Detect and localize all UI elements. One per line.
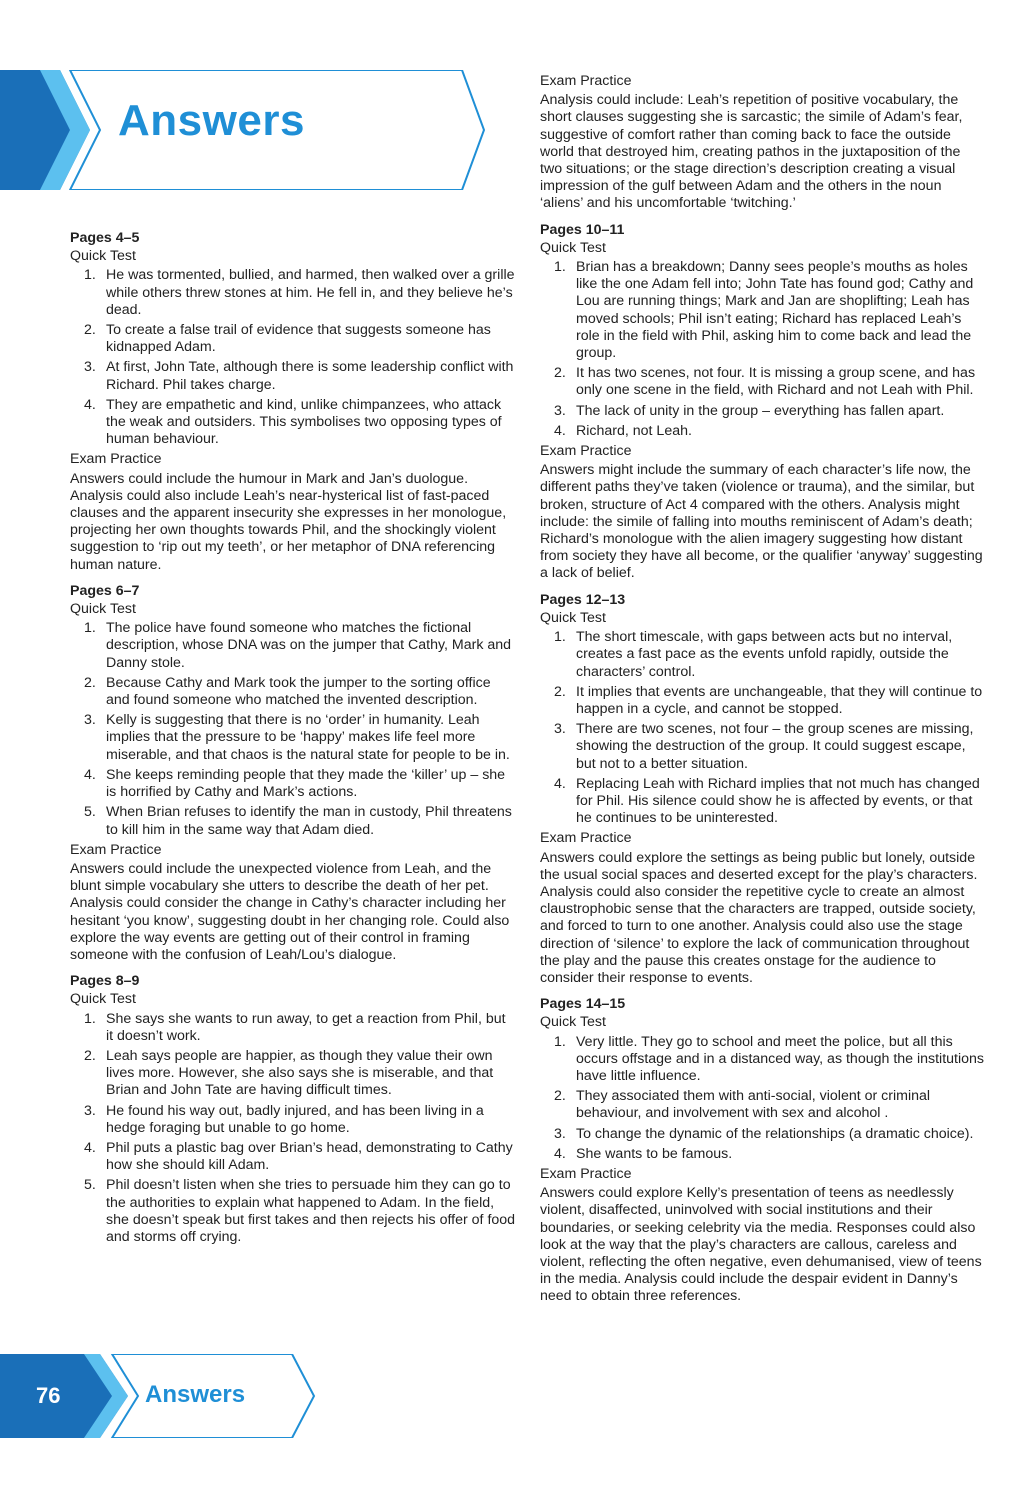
quick-test-item [540, 403, 986, 420]
quick-test-item [540, 1088, 986, 1122]
item-number: 2. [554, 1088, 566, 1105]
exam-practice-text: Answers could explore the settings as being public but lonely, outside the usual social spaces and deserted except for the play’s characters. Analysis could also consider the repetitive cycle to create an almost claustrophobic sense that the characters are trapped, outside society, and forced to turn to one another. Analysis could also use the stage direction of ‘silence’ to explore the lack of communication throughout the play and the pause this creates onstage for the audience to consider their response to events. [540, 849, 978, 986]
item-number: 2. [554, 683, 566, 700]
item-text: Richard, not Leah. [576, 422, 692, 439]
quick-test-item [70, 620, 516, 672]
item-number: 1. [84, 1010, 96, 1027]
quick-test-item [540, 776, 986, 828]
section-heading: Pages 10–11 [540, 221, 625, 238]
quick-test-item [540, 684, 986, 718]
item-number: 1. [554, 629, 566, 646]
quick-test-item [70, 267, 516, 319]
quick-test-label: Quick Test [540, 239, 606, 256]
item-text: To change the dynamic of the relationships (a dramatic choice). [576, 1125, 974, 1142]
item-text: When Brian refuses to identify the man in custody, Phil threatens to kill him in the same way that Adam died. [106, 804, 512, 838]
item-number: 1. [554, 259, 566, 276]
quick-test-item [70, 359, 516, 393]
quick-test-item [70, 767, 516, 801]
exam-practice-text: Answers might include the summary of each character’s life now, the different paths they’ve taken (violence or trauma), and the similar, but broken, structure of Act 4 compared with the others. Analysis might include: the simile of falling into mouths reminiscent of Adam’s death; Richard’s monologue with the alien imagery suggesting how distant from society they have all become, or the qualifier ‘anyway’ suggesting a lack of belief. [540, 462, 983, 582]
quick-test-label: Quick Test [540, 609, 606, 626]
exam-practice-text: Answers could include the humour in Mark and Jan’s duologue. Analysis could also include Leah’s near-hysterical list of fast-paced clauses and the apparent insecurity she expresses in her monologue, projecting her own thoughts towards Phil, and the shockingly violent suggestion to ‘rip out my teeth’, or her metaphor of DNA referencing human nature. [70, 470, 507, 573]
answer-section [70, 973, 516, 1246]
exam-practice-label: Exam Practice [70, 451, 162, 468]
quick-test-item [540, 629, 986, 681]
item-number: 3. [84, 359, 96, 376]
item-text: They are empathetic and kind, unlike chimpanzees, who attack the weak and outsiders. This symbolises two opposing types of human behaviour. [106, 396, 502, 448]
item-text: She says she wants to run away, to get a reaction from Phil, but it doesn’t work. [106, 1010, 506, 1044]
item-text: To create a false trail of evidence that suggests someone has kidnapped Adam. [106, 322, 491, 356]
answer-section [70, 583, 516, 964]
page-title: Answers [118, 96, 305, 145]
item-number: 5. [84, 804, 96, 821]
quick-test-item [540, 259, 986, 362]
quick-test-item [540, 1146, 986, 1163]
item-number: 4. [84, 1139, 96, 1156]
exam-practice-label: Exam Practice [540, 443, 632, 460]
quick-test-item [70, 1177, 516, 1246]
quick-test-list [540, 259, 986, 440]
quick-test-list [70, 620, 516, 838]
quick-test-item [540, 721, 986, 773]
answer-section [540, 592, 986, 987]
item-number: 1. [554, 1033, 566, 1050]
item-text: She wants to be famous. [576, 1145, 733, 1162]
item-number: 1. [84, 620, 96, 637]
item-number: 4. [554, 1145, 566, 1162]
item-text: Leah says people are happier, as though they value their own lives more. However, she also says she is miserable, and that Brian and John Tate are having difficult times. [106, 1047, 494, 1099]
section-heading: Pages 12–13 [540, 591, 626, 608]
item-number: 2. [84, 674, 96, 691]
answer-section [70, 230, 516, 574]
exam-practice-label: Exam Practice [70, 841, 162, 858]
quick-test-item [70, 675, 516, 709]
item-number: 4. [554, 422, 566, 439]
item-text: It implies that events are unchangeable, that they will continue to happen in a cycle, and cannot be stopped. [576, 683, 983, 717]
left-column [70, 230, 516, 1255]
quick-test-label: Quick Test [70, 601, 136, 618]
footer-title: Answers [145, 1381, 246, 1408]
quick-test-item [70, 712, 516, 764]
item-text: They associated them with anti-social, violent or criminal behaviour, and involvement with sex and alcohol . [576, 1088, 931, 1122]
exam-practice-label: Exam Practice [540, 830, 632, 847]
item-number: 1. [84, 267, 96, 284]
quick-test-item [540, 1034, 986, 1086]
section-heading: Pages 6–7 [70, 582, 140, 599]
exam-practice-text: Answers could include the unexpected violence from Leah, and the blunt simple vocabulary she utters to describe the death of her pet. Analysis could consider the change in Cathy’s character including her hesitant ‘you know’, suggesting doubt in her changing role. Could also explore the way events are getting out of their control in framing someone with the confusion of Leah/Lou’s dialogue. [70, 860, 510, 963]
quick-test-item [540, 423, 986, 440]
quick-test-list [540, 1034, 986, 1163]
item-text: Phil puts a plastic bag over Brian’s head, demonstrating to Cathy how she should kill Adam. [106, 1139, 513, 1174]
section-heading: Pages 4–5 [70, 230, 140, 246]
exam-practice-label: Exam Practice [540, 73, 632, 89]
page-number: 76 [36, 1383, 61, 1408]
item-number: 5. [84, 1177, 96, 1194]
carryover-exam-practice [540, 73, 986, 213]
item-number: 3. [554, 1125, 566, 1142]
quick-test-label: Quick Test [540, 1014, 606, 1031]
item-number: 3. [84, 1102, 96, 1119]
item-number: 2. [554, 365, 566, 382]
quick-test-label: Quick Test [70, 248, 136, 265]
item-text: At first, John Tate, although there is some leadership conflict with Richard. Phil takes charge. [106, 359, 514, 393]
exam-practice-text: Analysis could include: Leah’s repetition of positive vocabulary, the short clauses suggesting she is sarcastic; the simile of Adam’s fear, suggestive of comfort rather than coming back to face the outside world that destroyed him, creating pathos in the juxtaposition of the two situations; or the stage direction’s description creating a visual impression of the gulf between Adam and the others in the noun ‘aliens’ and his uncomfortable ‘twitching.’ [540, 92, 963, 212]
item-text: The police have found someone who matches the fictional description, whose DNA was on the jumper that Cathy, Mark and Danny stole. [106, 620, 512, 671]
item-number: 2. [84, 322, 96, 339]
item-number: 4. [84, 396, 96, 413]
item-text: Phil doesn’t listen when she tries to persuade him they can go to the authorities to explain what happened to Adam. In the field, she doesn’t speak but first takes and then rejects his offer of food and storms off crying. [106, 1177, 516, 1245]
item-number: 3. [84, 712, 96, 729]
item-number: 4. [84, 766, 96, 783]
item-text: The short timescale, with gaps between acts but no interval, creates a fast pace as the events unfold rapidly, outside the characters’ control. [576, 629, 953, 680]
quick-test-item [70, 1140, 516, 1174]
item-text: There are two scenes, not four – the group scenes are missing, showing the destruction of the group. It could suggest escape, but not to a better situation. [576, 721, 974, 772]
item-number: 3. [554, 402, 566, 419]
quick-test-item [70, 804, 516, 838]
item-text: Kelly is suggesting that there is no ‘order’ in humanity. Leah implies that the pressure to be ‘happy’ makes life feel more miserable, and that chaos is the natural state for people to be in. [106, 712, 510, 763]
quick-test-item [70, 1011, 516, 1045]
quick-test-item [70, 397, 516, 449]
quick-test-list [70, 267, 516, 448]
quick-test-item [540, 1126, 986, 1143]
section-heading: Pages 14–15 [540, 996, 626, 1013]
section-heading: Pages 8–9 [70, 973, 140, 990]
quick-test-item [70, 1103, 516, 1137]
exam-practice-text: Answers could explore Kelly’s presentation of teens as needlessly violent, disaffected, uninvolved with social institutions and their boundaries, or seeking celebrity via the media. Responses could also look at the way that the play’s characters are callous, careless and violent, reflecting the often negative, even dehumanised, view of teens in the media. Analysis could include the despair evident in Danny’s need to obtain three references. [540, 1185, 982, 1305]
answer-section [540, 996, 986, 1305]
right-column [540, 72, 986, 1315]
right-sections [540, 222, 986, 1306]
answer-section [540, 222, 986, 583]
item-number: 4. [554, 775, 566, 792]
quick-test-item [540, 365, 986, 399]
quick-test-item [70, 1048, 516, 1100]
item-number: 3. [554, 721, 566, 738]
item-text: He found his way out, badly injured, and has been living in a hedge foraging but unable to go home. [106, 1102, 484, 1136]
item-text: Replacing Leah with Richard implies that not much has changed for Phil. His silence could show he is affected by events, or that he continues to be uninterested. [576, 775, 980, 827]
item-text: He was tormented, bullied, and harmed, then walked over a grille while others threw stones at him. He fell in, and they believe he’s dead. [106, 267, 515, 318]
item-text: Because Cathy and Mark took the jumper to the sorting office and found someone who matched the invented description. [106, 674, 491, 709]
exam-practice-label: Exam Practice [540, 1165, 632, 1182]
quick-test-list [70, 1011, 516, 1247]
quick-test-label: Quick Test [70, 991, 136, 1008]
item-text: She keeps reminding people that they made the ‘killer’ up – she is horrified by Cathy and Mark’s actions. [106, 766, 506, 801]
item-text: It has two scenes, not four. It is missing a group scene, and has only one scene in the field, with Richard and not Leah with Phil. [576, 365, 976, 399]
item-text: Brian has a breakdown; Danny sees people’s mouths as holes like the one Adam fell into; John Tate has found god; Cathy and Lou are running things; Mark and Jan are shoplifting; Leah has moved schools; Phil isn’t eating; Richard has replaced Leah’s role in the field with Phil, asking him to come back and lead the group. [576, 259, 974, 362]
item-text: Very little. They go to school and meet the police, but all this occurs offstage and in a distanced way, as though the institutions have little influence. [576, 1033, 985, 1084]
item-number: 2. [84, 1047, 96, 1064]
quick-test-item [70, 322, 516, 356]
item-text: The lack of unity in the group – everything has fallen apart. [576, 402, 945, 419]
quick-test-list [540, 629, 986, 827]
